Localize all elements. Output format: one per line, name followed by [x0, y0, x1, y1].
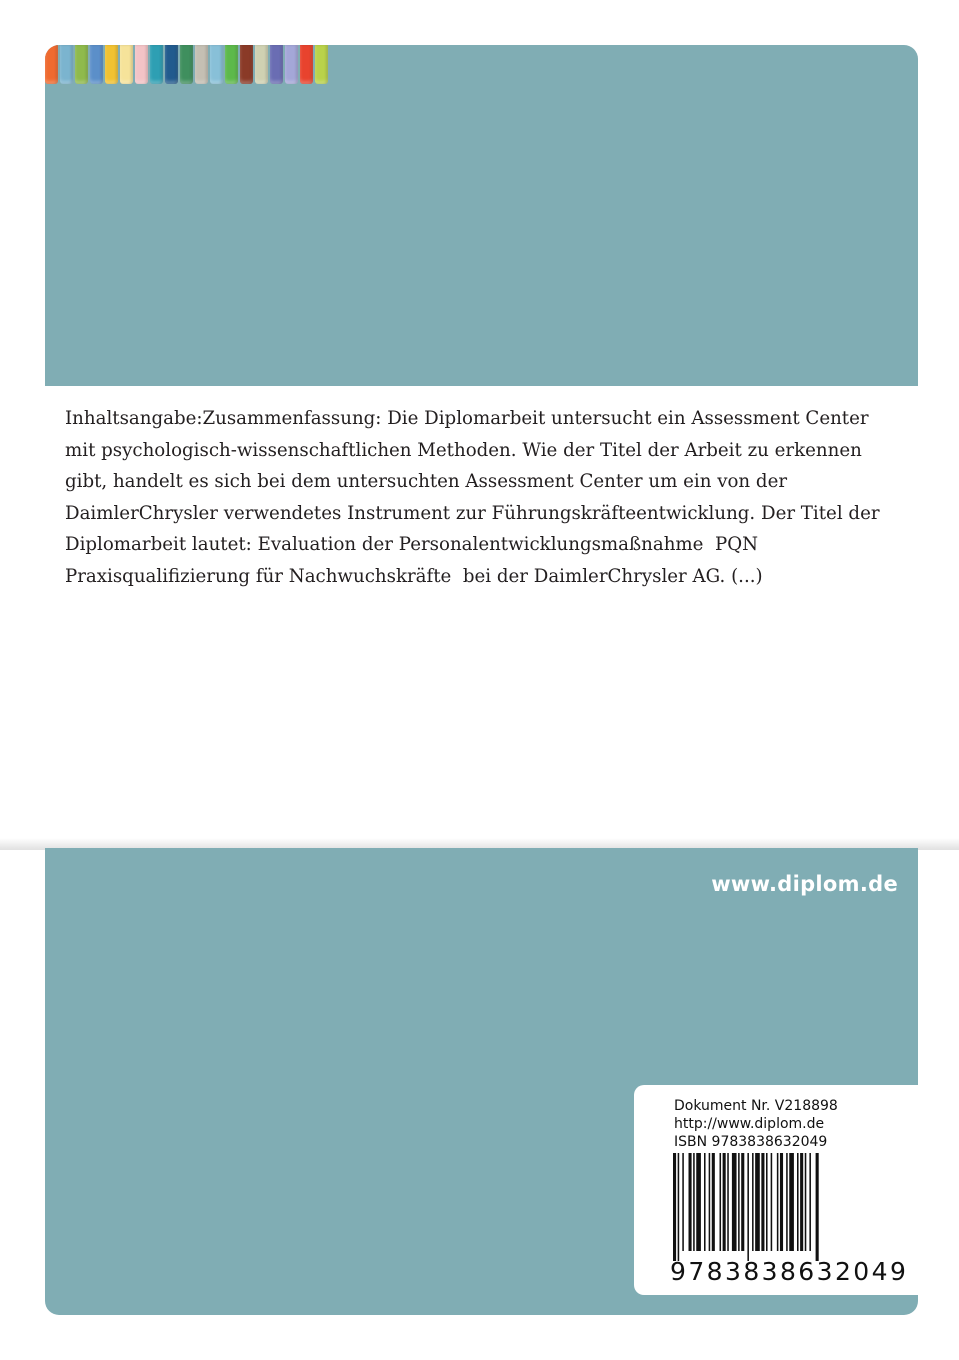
barcode-bar: [723, 1153, 726, 1251]
barcode-digit: 3: [724, 1257, 741, 1286]
book-description: [65, 403, 885, 592]
barcode-digit: 8: [743, 1257, 760, 1286]
color-tab: [165, 45, 178, 84]
document-number: Dokument Nr. V218898: [674, 1098, 838, 1114]
color-tab: [210, 45, 223, 84]
barcode-digit: 3: [816, 1257, 833, 1286]
color-tab: [195, 45, 208, 84]
barcode-bar: [766, 1153, 768, 1251]
barcode-bar: [682, 1153, 684, 1251]
description-line: Praxisqualifizierung für Nachwuchskräfte bei der DaimlerChrysler AG. (...): [65, 565, 763, 587]
barcode-bar: [789, 1153, 794, 1251]
color-tab: [240, 45, 253, 84]
barcode-bar: [786, 1153, 788, 1251]
publisher-website[interactable]: www.diplom.de: [711, 872, 898, 896]
barcode-digit: 8: [706, 1257, 723, 1286]
color-tab: [300, 45, 313, 84]
barcode-bar: [780, 1153, 783, 1251]
barcode-bar: [771, 1153, 773, 1251]
barcode-bar: [704, 1153, 706, 1251]
color-tab: [255, 45, 268, 84]
color-tab: [180, 45, 193, 84]
barcode-bar: [727, 1153, 729, 1251]
color-tab-strip: [45, 45, 330, 84]
barcode-bar: [800, 1153, 803, 1251]
barcode-bar: [809, 1153, 811, 1251]
barcode-bar: [693, 1153, 695, 1251]
color-tab: [315, 45, 328, 84]
color-tab: [135, 45, 148, 84]
color-tab: [120, 45, 133, 84]
barcode-bar: [673, 1153, 676, 1261]
isbn-text: ISBN 9783838632049: [674, 1134, 828, 1150]
description-line: DaimlerChrysler verwendetes Instrument zur Führungskräfteentwicklung. Der Titel der: [65, 502, 880, 524]
color-tab: [75, 45, 88, 84]
barcode-digit: 3: [761, 1257, 778, 1286]
barcode-digit: 6: [798, 1257, 815, 1286]
barcode-bar: [732, 1153, 737, 1251]
barcode-bar: [738, 1153, 740, 1251]
barcode-digit: 2: [834, 1257, 851, 1286]
isbn-info-box: [634, 1085, 918, 1295]
barcode-digit: 8: [779, 1257, 796, 1286]
description-line: mit psychologisch-wissenschaftlichen Methoden. Wie der Titel der Arbeit zu erkennen: [65, 439, 862, 461]
barcode-bar: [761, 1153, 764, 1251]
barcode-bar: [689, 1153, 692, 1251]
description-line: Inhaltsangabe:Zusammenfassung: Die Diplomarbeit untersucht ein Assessment Center: [65, 408, 869, 429]
barcode-bar: [805, 1153, 807, 1251]
barcode-digit: 9: [889, 1257, 906, 1286]
cover-top-panel: [45, 45, 918, 386]
barcode-digit: 4: [871, 1257, 888, 1286]
barcode-bar: [752, 1153, 754, 1251]
cover-bottom-panel: [45, 848, 918, 1315]
barcode-bar: [777, 1153, 779, 1251]
barcode-bar: [712, 1153, 715, 1251]
document-url: http://www.diplom.de: [674, 1116, 825, 1132]
color-tab: [60, 45, 73, 84]
barcode-bar: [709, 1153, 711, 1251]
description-line: gibt, handelt es sich bei dem untersuchten Assessment Center um ein von der: [65, 471, 788, 492]
color-tab: [105, 45, 118, 84]
barcode-digit: 0: [853, 1257, 870, 1286]
barcode-bar: [816, 1153, 819, 1261]
barcode-digit: 9: [670, 1257, 686, 1286]
color-tab: [45, 45, 58, 84]
barcode-bar: [678, 1153, 680, 1261]
barcode-bar: [797, 1153, 799, 1251]
color-tab: [225, 45, 238, 84]
color-tab: [270, 45, 283, 84]
color-tab: [285, 45, 298, 84]
description-line: Diplomarbeit lautet: Evaluation der Personalentwicklungsmaßnahme PQN: [65, 534, 759, 555]
barcode-bar: [720, 1153, 722, 1251]
barcode-bar: [755, 1153, 760, 1251]
barcode-bar: [696, 1153, 701, 1251]
barcode-bar: [747, 1153, 749, 1261]
isbn-barcode: [667, 1153, 894, 1261]
color-tab: [90, 45, 103, 84]
color-tab: [150, 45, 163, 84]
barcode-digit: 7: [688, 1257, 705, 1286]
barcode-digits: [670, 1257, 906, 1286]
barcode-bar: [741, 1153, 744, 1251]
